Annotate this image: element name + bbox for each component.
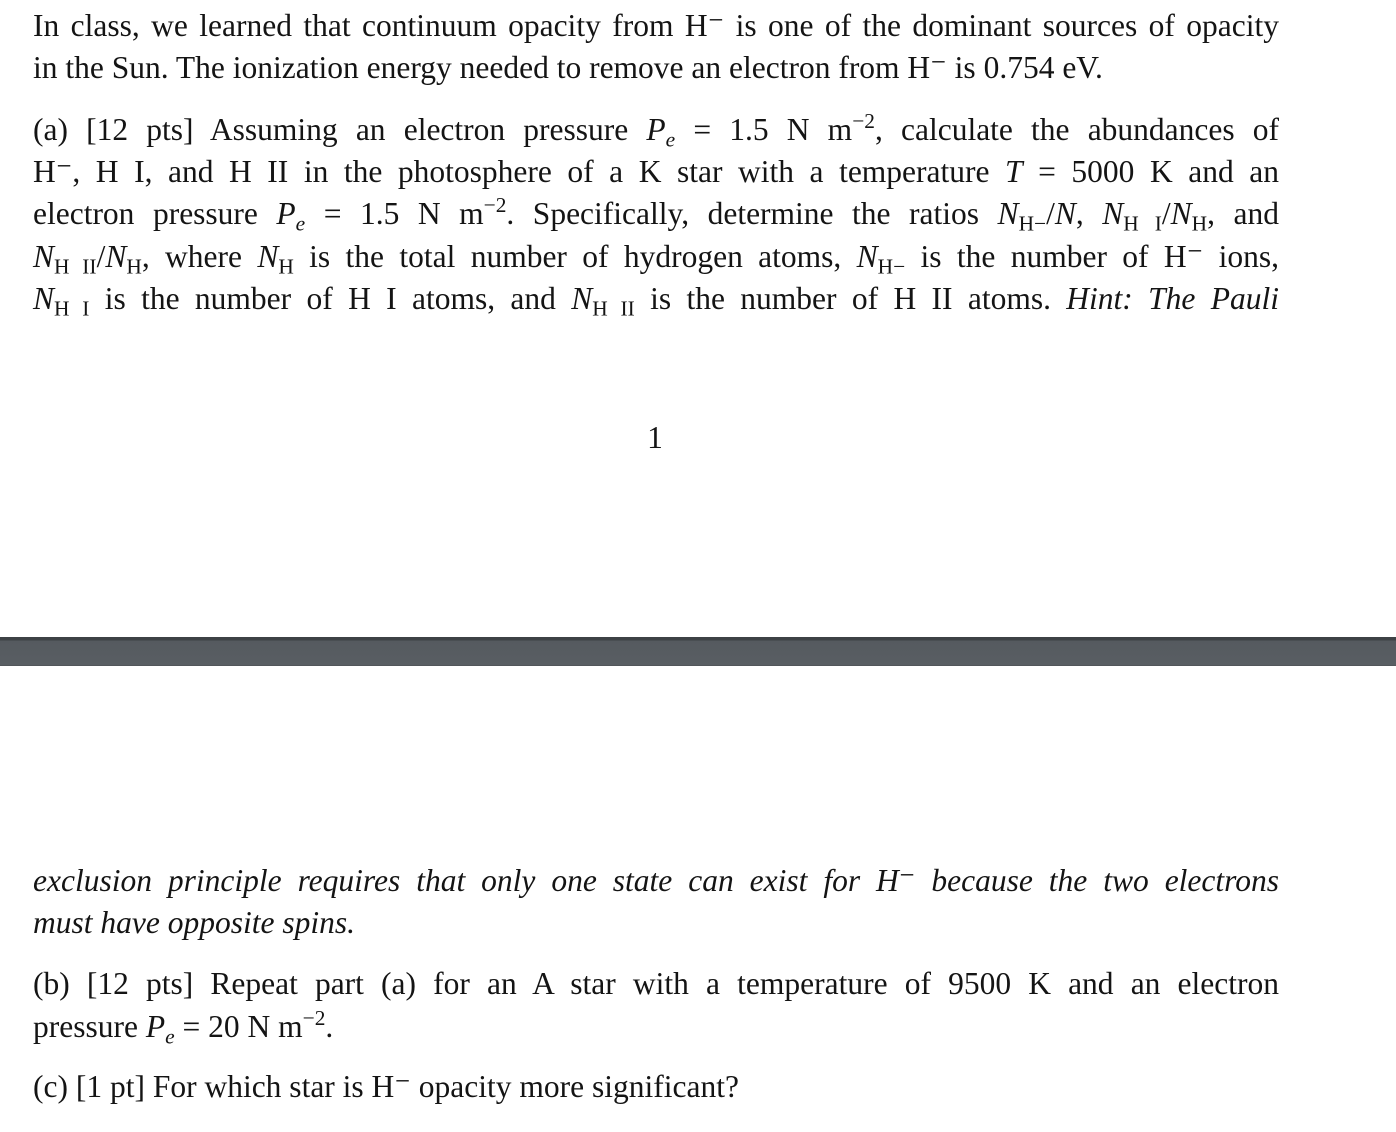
part-a-line-4: $N_{H II}/N_H$, where $N_H$ is the total number of hydrogen atoms, $N_{H-}$ is the number of H⁻ ions,: [33, 239, 1280, 279]
part-a-line-5: $N_{H I}$ is the number of H I atoms, and $N_{H II}$ is the number of H II atoms. Hint: The Pauli: [33, 281, 1279, 321]
page-number: 1: [647, 420, 663, 455]
part-a-cont-line-2: must have opposite spins.: [33, 905, 355, 940]
part-a-line-3: electron pressure $P_e = 1.5$ N $m^{-2}$. Specifically, determine the ratios $N_{H-}/N$, $N_{H I}/N_H$, and: [33, 193, 1279, 236]
page-divider: [0, 637, 1396, 666]
part-a-cont-line-1: exclusion principle requires that only one state can exist for H⁻ because the two electrons: [33, 863, 1279, 898]
part-c-line: (c) [1 pt] For which star is H⁻ opacity more significant?: [33, 1069, 739, 1104]
intro-line-1: In class, we learned that continuum opacity from H⁻ is one of the dominant sources of opacity: [33, 8, 1279, 43]
part-b-line-1: (b) [12 pts] Repeat part (a) for an A star with a temperature of 9500 K and an electron: [33, 966, 1279, 1001]
hint-text: Hint: The Pauli: [1066, 281, 1279, 316]
part-b-line-2: pressure $P_e = 20$ N $m^{-2}$.: [33, 1006, 334, 1049]
intro-line-2: in the Sun. The ionization energy needed to remove an electron from H⁻ is 0.754 eV.: [33, 50, 1103, 85]
part-a-line-2: H⁻, H I, and H II in the photosphere of a K star with a temperature T = 5000 K and an: [33, 154, 1279, 189]
part-a-line-1: (a) [12 pts] Assuming an electron pressure $P_e = 1.5$ N $m^{-2}$, calculate the abundances of: [33, 109, 1280, 152]
